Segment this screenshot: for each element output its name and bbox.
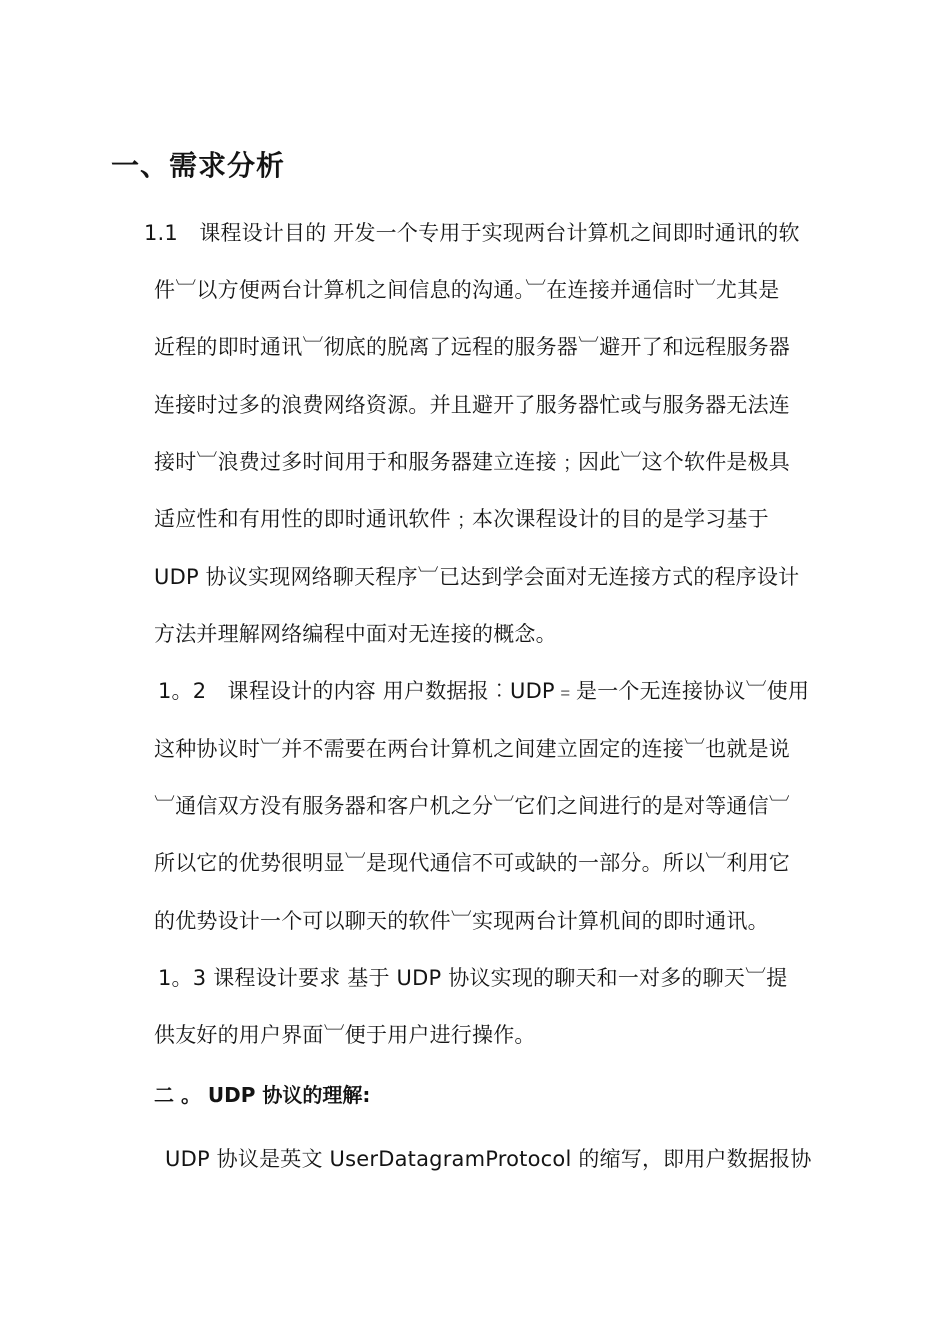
paragraph-line: 连接时过多的浪费网络资源。并且避开了服务器忙或与服务器无法连 (154, 393, 790, 417)
paragraph-line: 近程的即时通讯︺彻底的脱离了远程的服务器︺避开了和远程服务器 (154, 335, 790, 359)
paragraph-line: UDP 协议是英文 UserDatagramProtocol 的缩写，即用户数据报协 (165, 1147, 812, 1171)
paragraph-line: 1。2 课程设计的内容 用户数据报︰UDP﹦是一个无连接协议︺使用 (158, 679, 810, 703)
paragraph-line: 适应性和有用性的即时通讯软件﹔本次课程设计的目的是学习基于 (154, 507, 769, 531)
paragraph-line: 1.1 课程设计目的 开发一个专用于实现两台计算机之间即时通讯的软 (144, 221, 800, 245)
paragraph-line: 的优势设计一个可以聊天的软件︺实现两台计算机间的即时通讯。 (154, 909, 769, 933)
paragraph-line: ︺通信双方没有服务器和客户机之分︺它们之间进行的是对等通信︺ (154, 794, 790, 818)
paragraph-line: 件︺以方便两台计算机之间信息的沟通。︺在连接并通信时︺尤其是 (154, 278, 780, 302)
paragraph-line: UDP 协议实现网络聊天程序︺已达到学会面对无连接方式的程序设计 (154, 565, 800, 589)
paragraph-line: 这种协议时︺并不需要在两台计算机之间建立固定的连接︺也就是说 (154, 737, 790, 761)
paragraph-line: 供友好的用户界面︺便于用户进行操作。 (154, 1023, 536, 1047)
section-heading-requirements: 一、需求分析 (111, 149, 286, 182)
paragraph-line: 所以它的优势很明显︺是现代通信不可或缺的一部分。所以︺利用它 (154, 851, 790, 875)
paragraph-line: 接时︺浪费过多时间用于和服务器建立连接﹔因此︺这个软件是极具 (154, 450, 790, 474)
section-heading-udp: 二 。 UDP 协议的理解: (154, 1083, 371, 1107)
paragraph-line: 1。3 课程设计要求 基于 UDP 协议实现的聊天和一对多的聊天︺提 (158, 966, 788, 990)
paragraph-line: 方法并理解网络编程中面对无连接的概念。 (154, 622, 557, 646)
